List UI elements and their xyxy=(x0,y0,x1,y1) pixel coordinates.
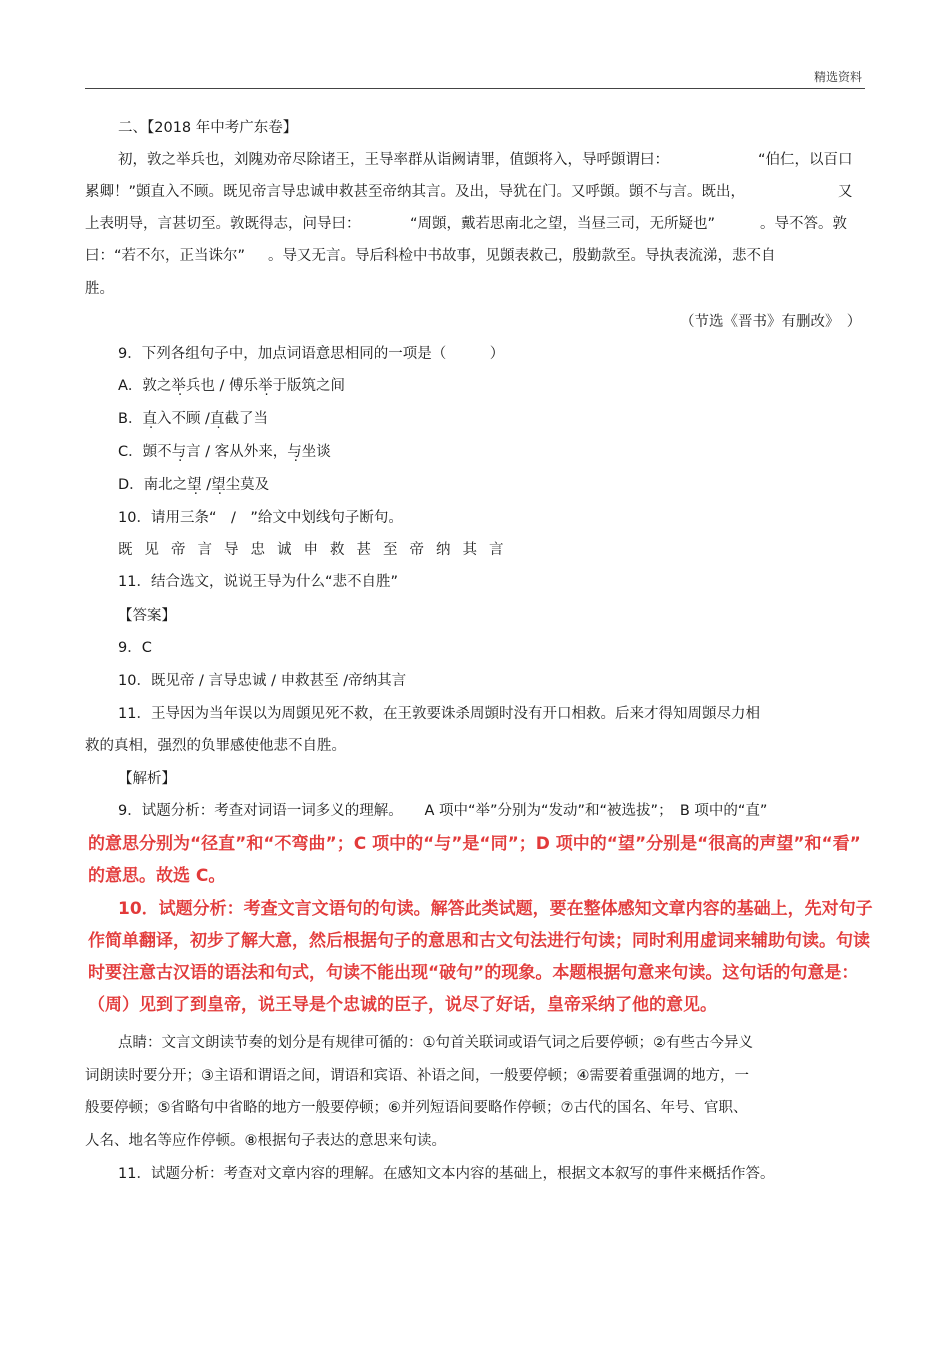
answer-9: 9．C xyxy=(118,640,152,656)
tip-line: 般要停顿；⑤省略句中省略的地方一般要停顿；⑥并列短语间要略作停顿；⑦古代的国名、年号、官职、 xyxy=(85,1100,748,1116)
question-9: 9．下列各组句子中，加点词语意思相同的一项是（ ） xyxy=(118,346,505,362)
page-header-label: 精选资料 xyxy=(813,70,862,84)
question-10: 10．请用三条“ / ”给文中划线句子断句。 xyxy=(118,510,403,526)
analysis-handwritten-line: 的意思。故选 C。 xyxy=(88,866,226,886)
analysis-handwritten-line: 10．试题分析：考查文言文语句的句读。解答此类试题，要在整体感知文章内容的基础上，先对句子 xyxy=(118,899,873,919)
tip-line: 点睛：文言文朗读节奏的划分是有规律可循的：①句首关联词或语气词之后要停顿；②有些古今异义 xyxy=(118,1035,753,1051)
answer-heading: 【答案】 xyxy=(118,608,176,624)
answer-11: 救的真相，强烈的负罪感使他悲不自胜。 xyxy=(85,738,346,754)
question-9-option-c: C．顗不与言 / 客从外来，与坐谈 xyxy=(118,444,331,460)
passage-line: 上表明导，言甚切至。敦既得志，问导曰： xyxy=(85,216,361,232)
question-9-option-d: D．南北之望 /望尘莫及 xyxy=(118,477,270,493)
answer-10: 10．既见帝 / 言导忠诚 / 申救甚至 /帝纳其言 xyxy=(118,673,407,689)
analysis-handwritten-line: （周）见到了到皇帝，说王导是个忠诚的臣子，说尽了好话，皇帝采纳了他的意见。 xyxy=(88,995,717,1015)
passage-line: 曰：“若不尔，正当诛尔” xyxy=(85,248,246,264)
passage-line: 。导又无言。导后科检中书故事，见顗表救己，殷勤款至。导执表流涕，悲不自 xyxy=(268,248,776,264)
passage-line: 胜。 xyxy=(85,281,114,297)
section-title: 二、【2018 年中考广东卷】 xyxy=(118,120,298,136)
question-9-option-a: A．敦之举兵也 / 傅乐举于版筑之间 xyxy=(118,378,346,394)
tip-line: 词朗读时要分开；③主语和谓语之间，谓语和宾语、补语之间，一般要停顿；④需要着重强调的地方，一 xyxy=(85,1068,749,1084)
answer-11: 11．王导因为当年误以为周顗见死不救，在王敦要诛杀周顗时没有开口相救。后来才得知周顗尽力相 xyxy=(118,706,760,722)
passage-source: （节选《晋书》有删改》 ） xyxy=(680,314,862,330)
analysis-11: 11．试题分析：考查对文章内容的理解。在感知文本内容的基础上，根据文本叙写的事件来概括作答。 xyxy=(118,1166,775,1182)
analysis-heading: 【解析】 xyxy=(118,771,176,787)
tip-line: 人名、地名等应作停顿。⑧根据句子表达的意思来句读。 xyxy=(85,1133,446,1149)
header-rule xyxy=(85,88,865,89)
passage-line: 。导不答。敦 xyxy=(760,216,847,232)
passage-line: 又 xyxy=(838,184,853,200)
analysis-handwritten-line: 时要注意古汉语的语法和句式，句读不能出现“破句”的现象。本题根据句意来句读。这句话的句意是： xyxy=(88,963,859,983)
question-9-option-b: B．直入不顾 /直截了当 xyxy=(118,411,268,427)
passage-line: “周顗，戴若思南北之望，当昼三司，无所疑也” xyxy=(410,216,716,232)
passage-line: 累卿！”顗直入不顾。既见帝言导忠诚申救甚至帝纳其言。及出，导犹在门。又呼顗。顗不与言。既出， xyxy=(85,184,746,200)
analysis-handwritten-line: 的意思分别为“径直”和“不弯曲”；C 项中的“与”是“同”；D 项中的“望”分别是“很高的声望”和“看” xyxy=(88,834,861,854)
question-11: 11．结合选文，说说王导为什么“悲不自胜” xyxy=(118,574,398,590)
analysis-9: 9．试题分析：考查对词语一词多义的理解。 A 项中“举”分别为“发动”和“被选拔”； B 项中的“直” xyxy=(118,803,768,819)
passage-line: 初，敦之举兵也，刘隗劝帝尽除诸王，王导率群从诣阙请罪，值顗将入，导呼顗谓曰： xyxy=(118,152,669,168)
passage-line: “伯仁，以百口 xyxy=(758,152,853,168)
question-10-sentence: 既见帝言导忠诚申救甚至帝纳其言 xyxy=(118,542,516,558)
analysis-handwritten-line: 作简单翻译，初步了解大意，然后根据句子的意思和古文句法进行句读；同时利用虚词来辅助句读。句读 xyxy=(88,931,870,951)
